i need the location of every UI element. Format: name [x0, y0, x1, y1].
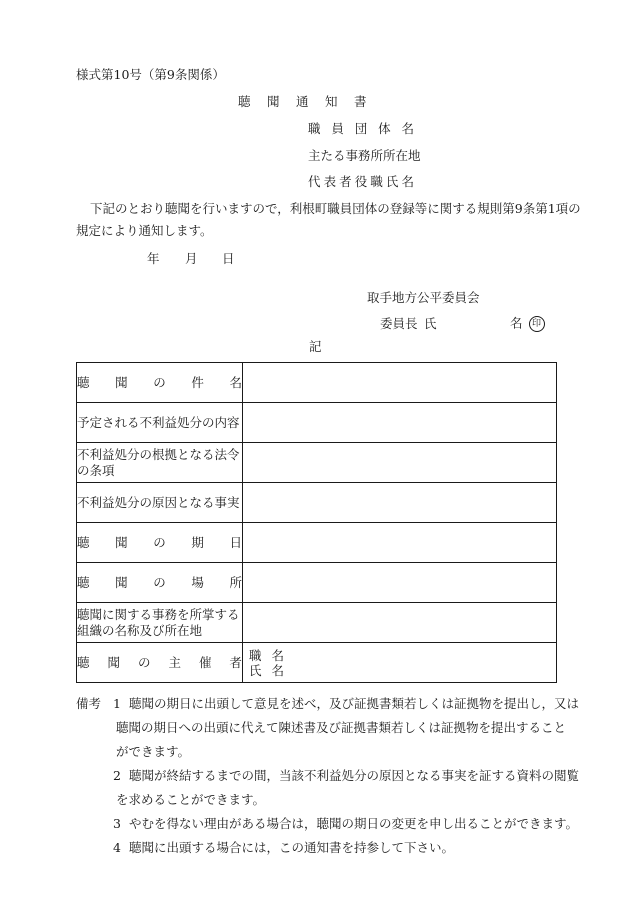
table-row	[77, 563, 557, 603]
row-label-legal-basis: 不利益処分の根拠となる法令の条項	[77, 443, 243, 483]
body-text-line1: 下記のとおり聴聞を行いますので，利根町職員団体の登録等に関する規則第9条第1項の	[90, 201, 581, 216]
recipient-representative: 代 表 者 役 職 氏 名	[308, 174, 414, 189]
table-row	[77, 643, 557, 683]
form-number: 様式第10号（第9条関係）	[76, 67, 225, 82]
remark-2-line2: を求めることができます。	[116, 792, 266, 807]
row-value-organization[interactable]	[243, 603, 557, 643]
remark-1-num: 1	[113, 696, 121, 711]
row-label-disposition: 予定される不利益処分の内容	[77, 403, 243, 443]
remark-1-line2: 聴聞の期日への出頭に代えて陳述書及び証拠書類若しくは証拠物を提出すること	[116, 720, 567, 735]
row-label-facts: 不利益処分の原因となる事実	[77, 483, 243, 523]
remark-1-line3: ができます。	[116, 744, 191, 759]
row-label-organization: 聴聞に関する事務を所掌する組織の名称及び所在地	[77, 603, 243, 643]
remarks-heading: 備考	[76, 696, 102, 711]
table-row	[77, 523, 557, 563]
row-value-legal-basis[interactable]	[243, 443, 557, 483]
issuer-chair-mei	[510, 316, 545, 332]
date-day: 日	[222, 251, 235, 266]
remark-4-num: 4	[113, 840, 121, 855]
issuer-chair-prefix: 委員長	[380, 316, 418, 331]
remark-4-line1: 聴聞に出頭する場合には，この通知書を持参して下さい。	[129, 840, 455, 855]
row-value-facts[interactable]	[243, 483, 557, 523]
date-year: 年	[147, 251, 160, 266]
remark-1-line1: 聴聞の期日に出頭して意見を述べ，及び証拠書類若しくは証拠物を提出し，又は	[129, 696, 580, 711]
table-row	[77, 483, 557, 523]
remark-3-num: 3	[113, 816, 121, 831]
row-value-hearing-date[interactable]	[243, 523, 557, 563]
remark-2-num: 2	[113, 768, 121, 783]
presider-title-label: 職名	[249, 647, 295, 663]
row-label-presider: 聴 聞 の 主 催 者	[77, 643, 243, 683]
seal-mark: 印	[529, 316, 545, 332]
table-row	[77, 443, 557, 483]
recipient-group-name: 職 員 団 体 名	[308, 121, 414, 136]
row-value-hearing-place[interactable]	[243, 563, 557, 603]
table-row	[77, 603, 557, 643]
row-value-presider[interactable]	[243, 643, 557, 683]
presider-name-label: 氏名	[249, 662, 295, 678]
row-value-disposition[interactable]	[243, 403, 557, 443]
remark-2-line1: 聴聞が終結するまでの間，当該不利益処分の原因となる事実を証する資料の閲覧	[129, 768, 580, 783]
table-row	[77, 363, 557, 403]
table-row	[77, 403, 557, 443]
ki-heading: 記	[309, 339, 322, 354]
row-value-case-name[interactable]	[243, 363, 557, 403]
chair-mei-text: 名	[510, 315, 523, 331]
issuer-chair-shi: 氏	[424, 316, 437, 331]
date-month: 月	[185, 251, 198, 266]
row-label-hearing-place: 聴 聞 の 場 所	[77, 563, 243, 603]
document-title: 聴 聞 通 知 書	[238, 94, 369, 109]
remark-3-line1: やむを得ない理由がある場合は，聴聞の期日の変更を申し出ることができます。	[129, 816, 579, 831]
notice-table	[76, 362, 557, 683]
body-text-line2: 規定により通知します。	[76, 223, 213, 238]
row-label-case-name: 聴 聞 の 件 名	[77, 363, 243, 403]
recipient-office-location: 主たる事務所所在地	[308, 148, 421, 163]
row-label-hearing-date: 聴 聞 の 期 日	[77, 523, 243, 563]
issuer-committee: 取手地方公平委員会	[367, 290, 480, 305]
